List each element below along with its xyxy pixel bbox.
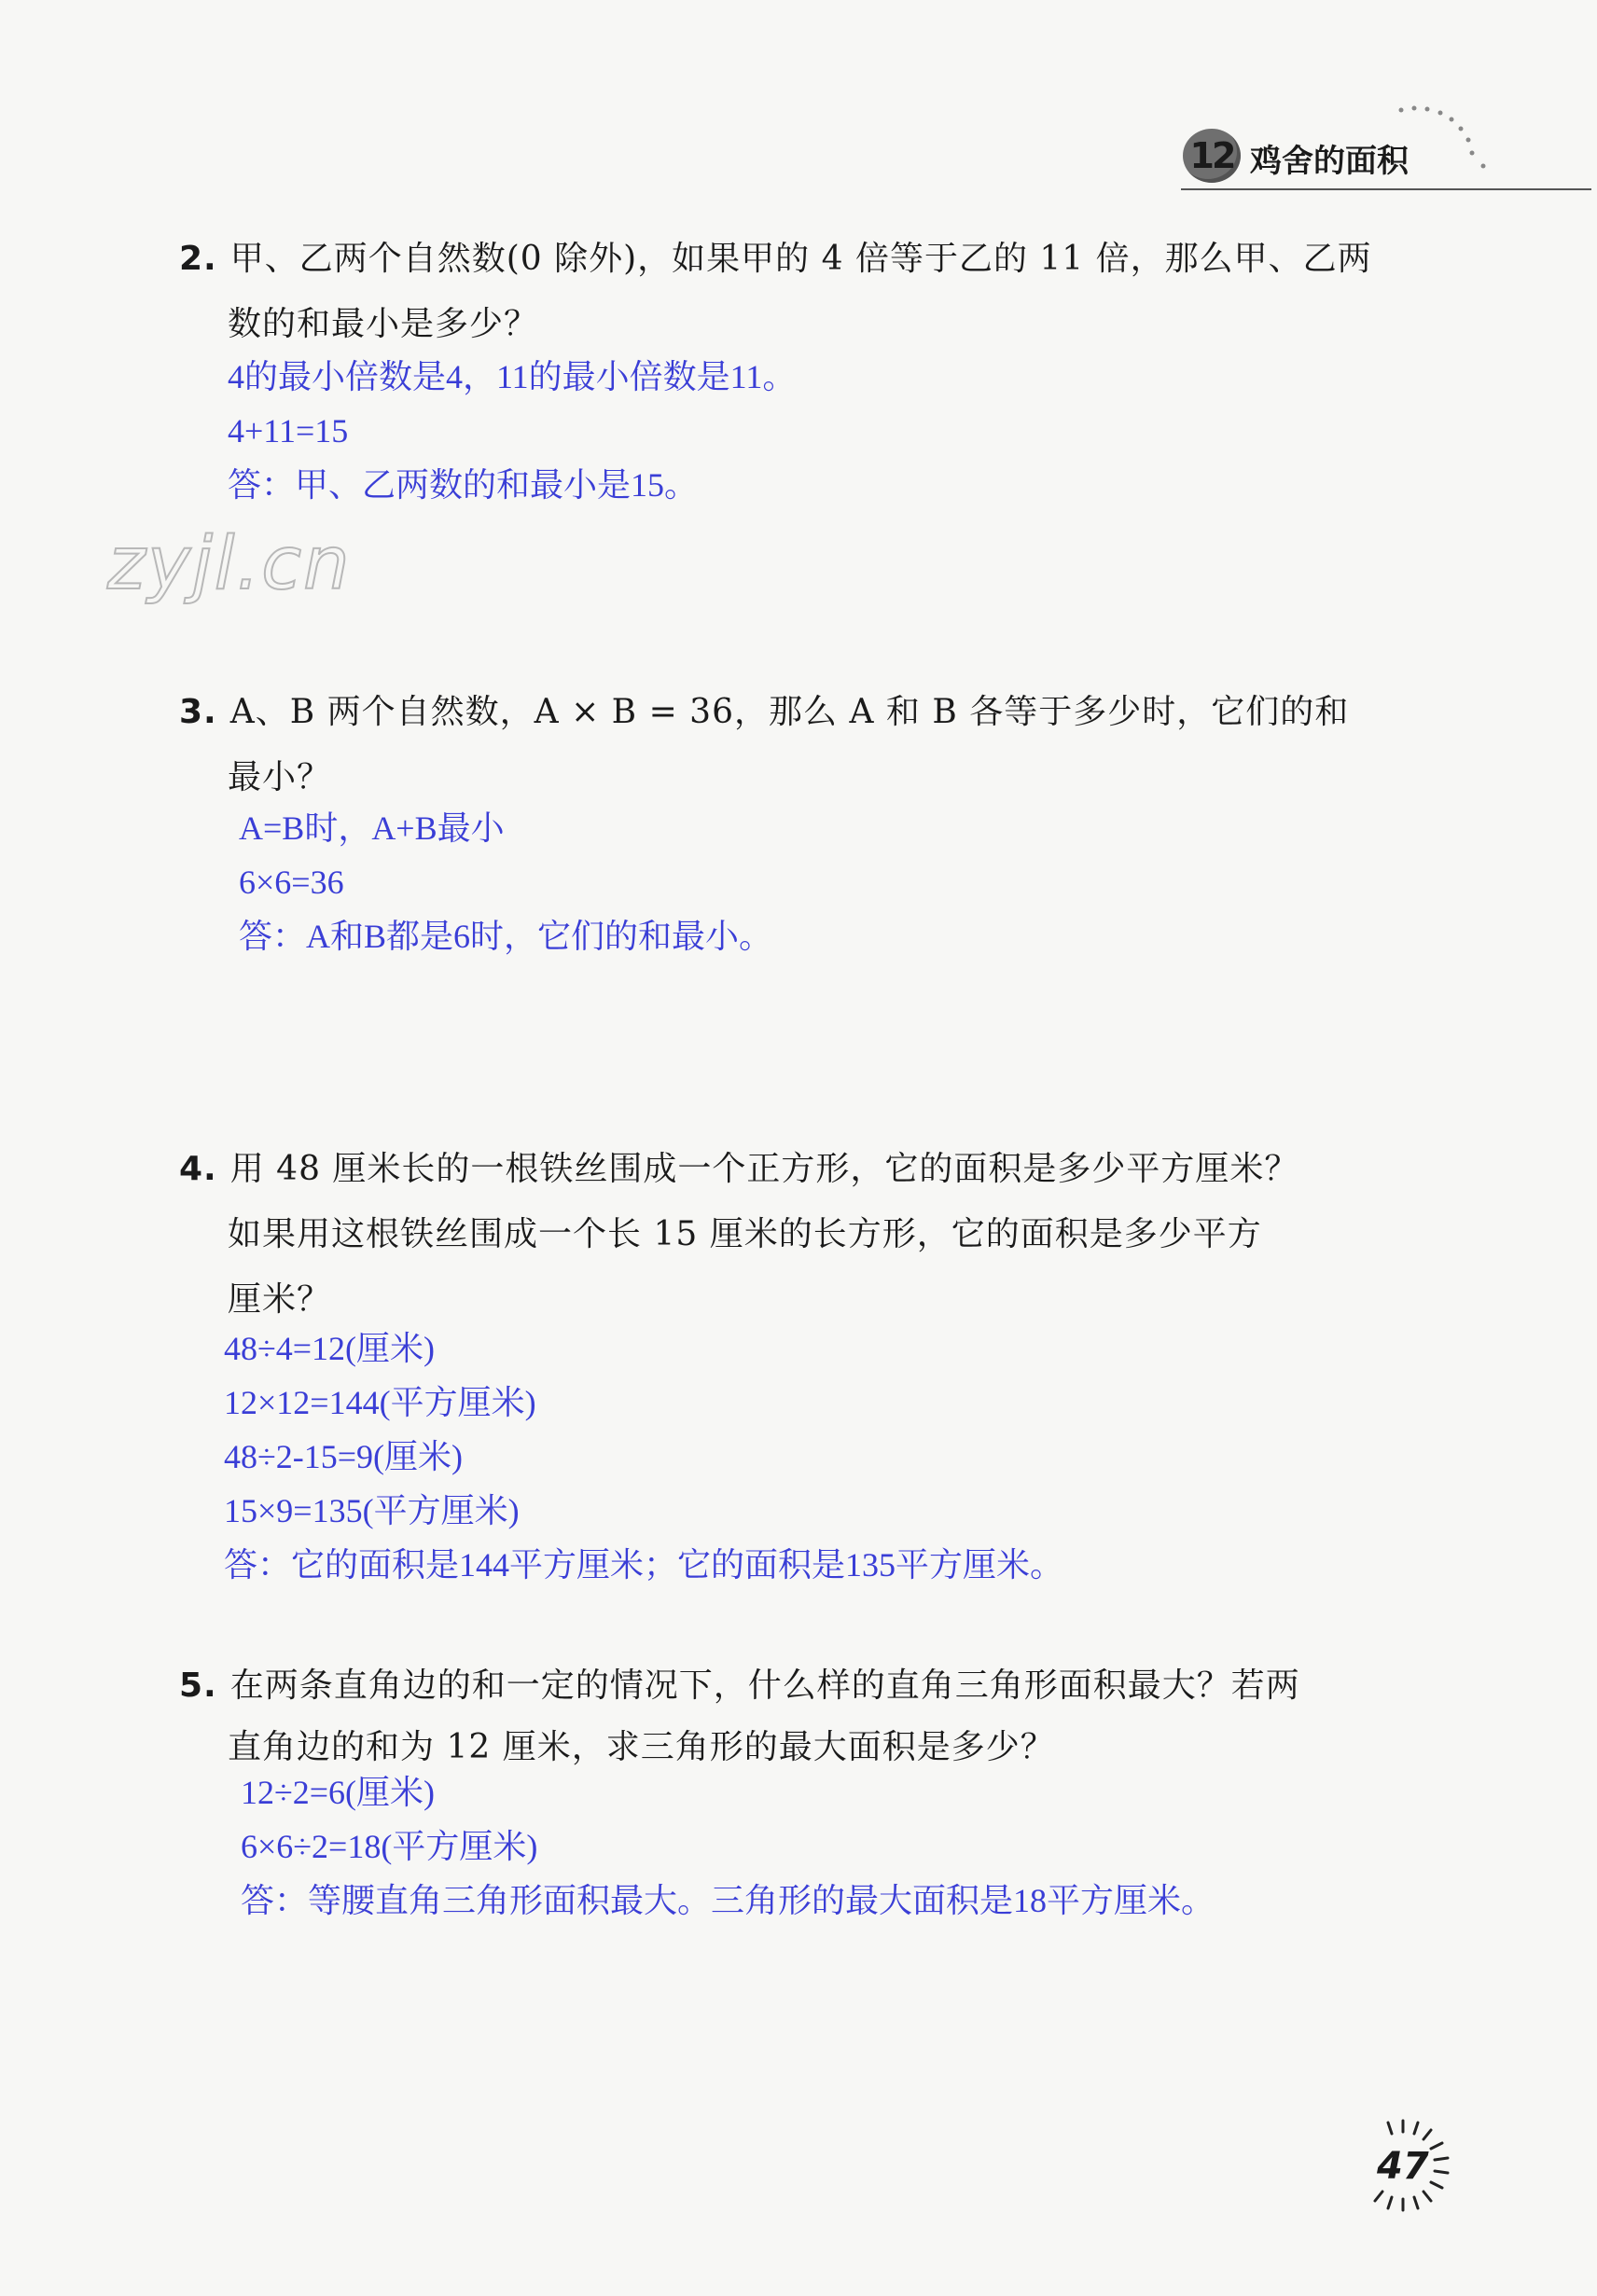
- answer-3-line-2: 6×6=36: [239, 864, 344, 901]
- answer-4-line-1: 48÷4=12(厘米): [224, 1330, 436, 1367]
- answer-4-line-4: 15×9=135(平方厘米): [224, 1492, 520, 1529]
- question-text: 甲、乙两个自然数(0 除外)，如果甲的 4 倍等于乙的 11 倍，那么甲、乙两: [229, 240, 1372, 278]
- answer-5-line-3: 答：等腰直角三角形面积最大。三角形的最大面积是18平方厘米。: [241, 1882, 1215, 1919]
- watermark: zyjl.cn: [107, 522, 352, 606]
- question-number: 3.: [179, 693, 217, 731]
- answer-3-line-3: 答：A和B都是6时，它们的和最小。: [239, 918, 773, 955]
- chapter-number: 12: [1189, 135, 1234, 176]
- question-4-line-2: 如果用这根铁丝围成一个长 15 厘米的长方形，它的面积是多少平方: [228, 1215, 1262, 1253]
- question-4-line-3: 厘米？: [228, 1280, 332, 1319]
- question-5-line-2: 直角边的和为 12 厘米，求三角形的最大面积是多少？: [228, 1728, 1055, 1766]
- answer-2-line-1: 4的最小倍数是4，11的最小倍数是11。: [228, 358, 797, 395]
- answer-4-line-2: 12×12=144(平方厘米): [224, 1384, 536, 1421]
- question-2-line-1: [179, 239, 1372, 280]
- question-text: A、B 两个自然数，A × B = 36，那么 A 和 B 各等于多少时，它们的和: [229, 693, 1350, 731]
- answer-4-line-3: 48÷2-15=9(厘米): [224, 1438, 464, 1475]
- chapter-number-badge: [1183, 129, 1241, 183]
- question-number: 2.: [179, 240, 217, 278]
- question-text: 用 48 厘米长的一根铁丝围成一个正方形，它的面积是多少平方厘米？: [229, 1150, 1299, 1188]
- question-5-line-1: [179, 1666, 1300, 1707]
- answer-2-line-3: 答：甲、乙两数的和最小是15。: [228, 466, 699, 504]
- question-3-line-2: 最小？: [228, 758, 332, 796]
- answer-5-line-2: 6×6÷2=18(平方厘米): [241, 1828, 538, 1865]
- chapter-title: 鸡舍的面积: [1250, 143, 1409, 180]
- answer-5-line-1: 12÷2=6(厘米): [241, 1774, 436, 1811]
- question-2-line-2: 数的和最小是多少？: [228, 305, 539, 343]
- question-number: 4.: [179, 1150, 217, 1188]
- page-number: 47: [1377, 2145, 1429, 2188]
- answer-3-line-1: A=B时，A+B最小: [239, 809, 505, 847]
- question-text: 在两条直角边的和一定的情况下，什么样的直角三角形面积最大？若两: [229, 1667, 1300, 1705]
- answer-2-line-2: 4+11=15: [228, 412, 349, 450]
- question-4-line-1: [179, 1149, 1298, 1190]
- answer-4-line-5: 答：它的面积是144平方厘米；它的面积是135平方厘米。: [224, 1546, 1064, 1584]
- question-3-line-1: [179, 692, 1349, 733]
- header-rule: [1181, 188, 1591, 190]
- question-number: 5.: [179, 1667, 217, 1705]
